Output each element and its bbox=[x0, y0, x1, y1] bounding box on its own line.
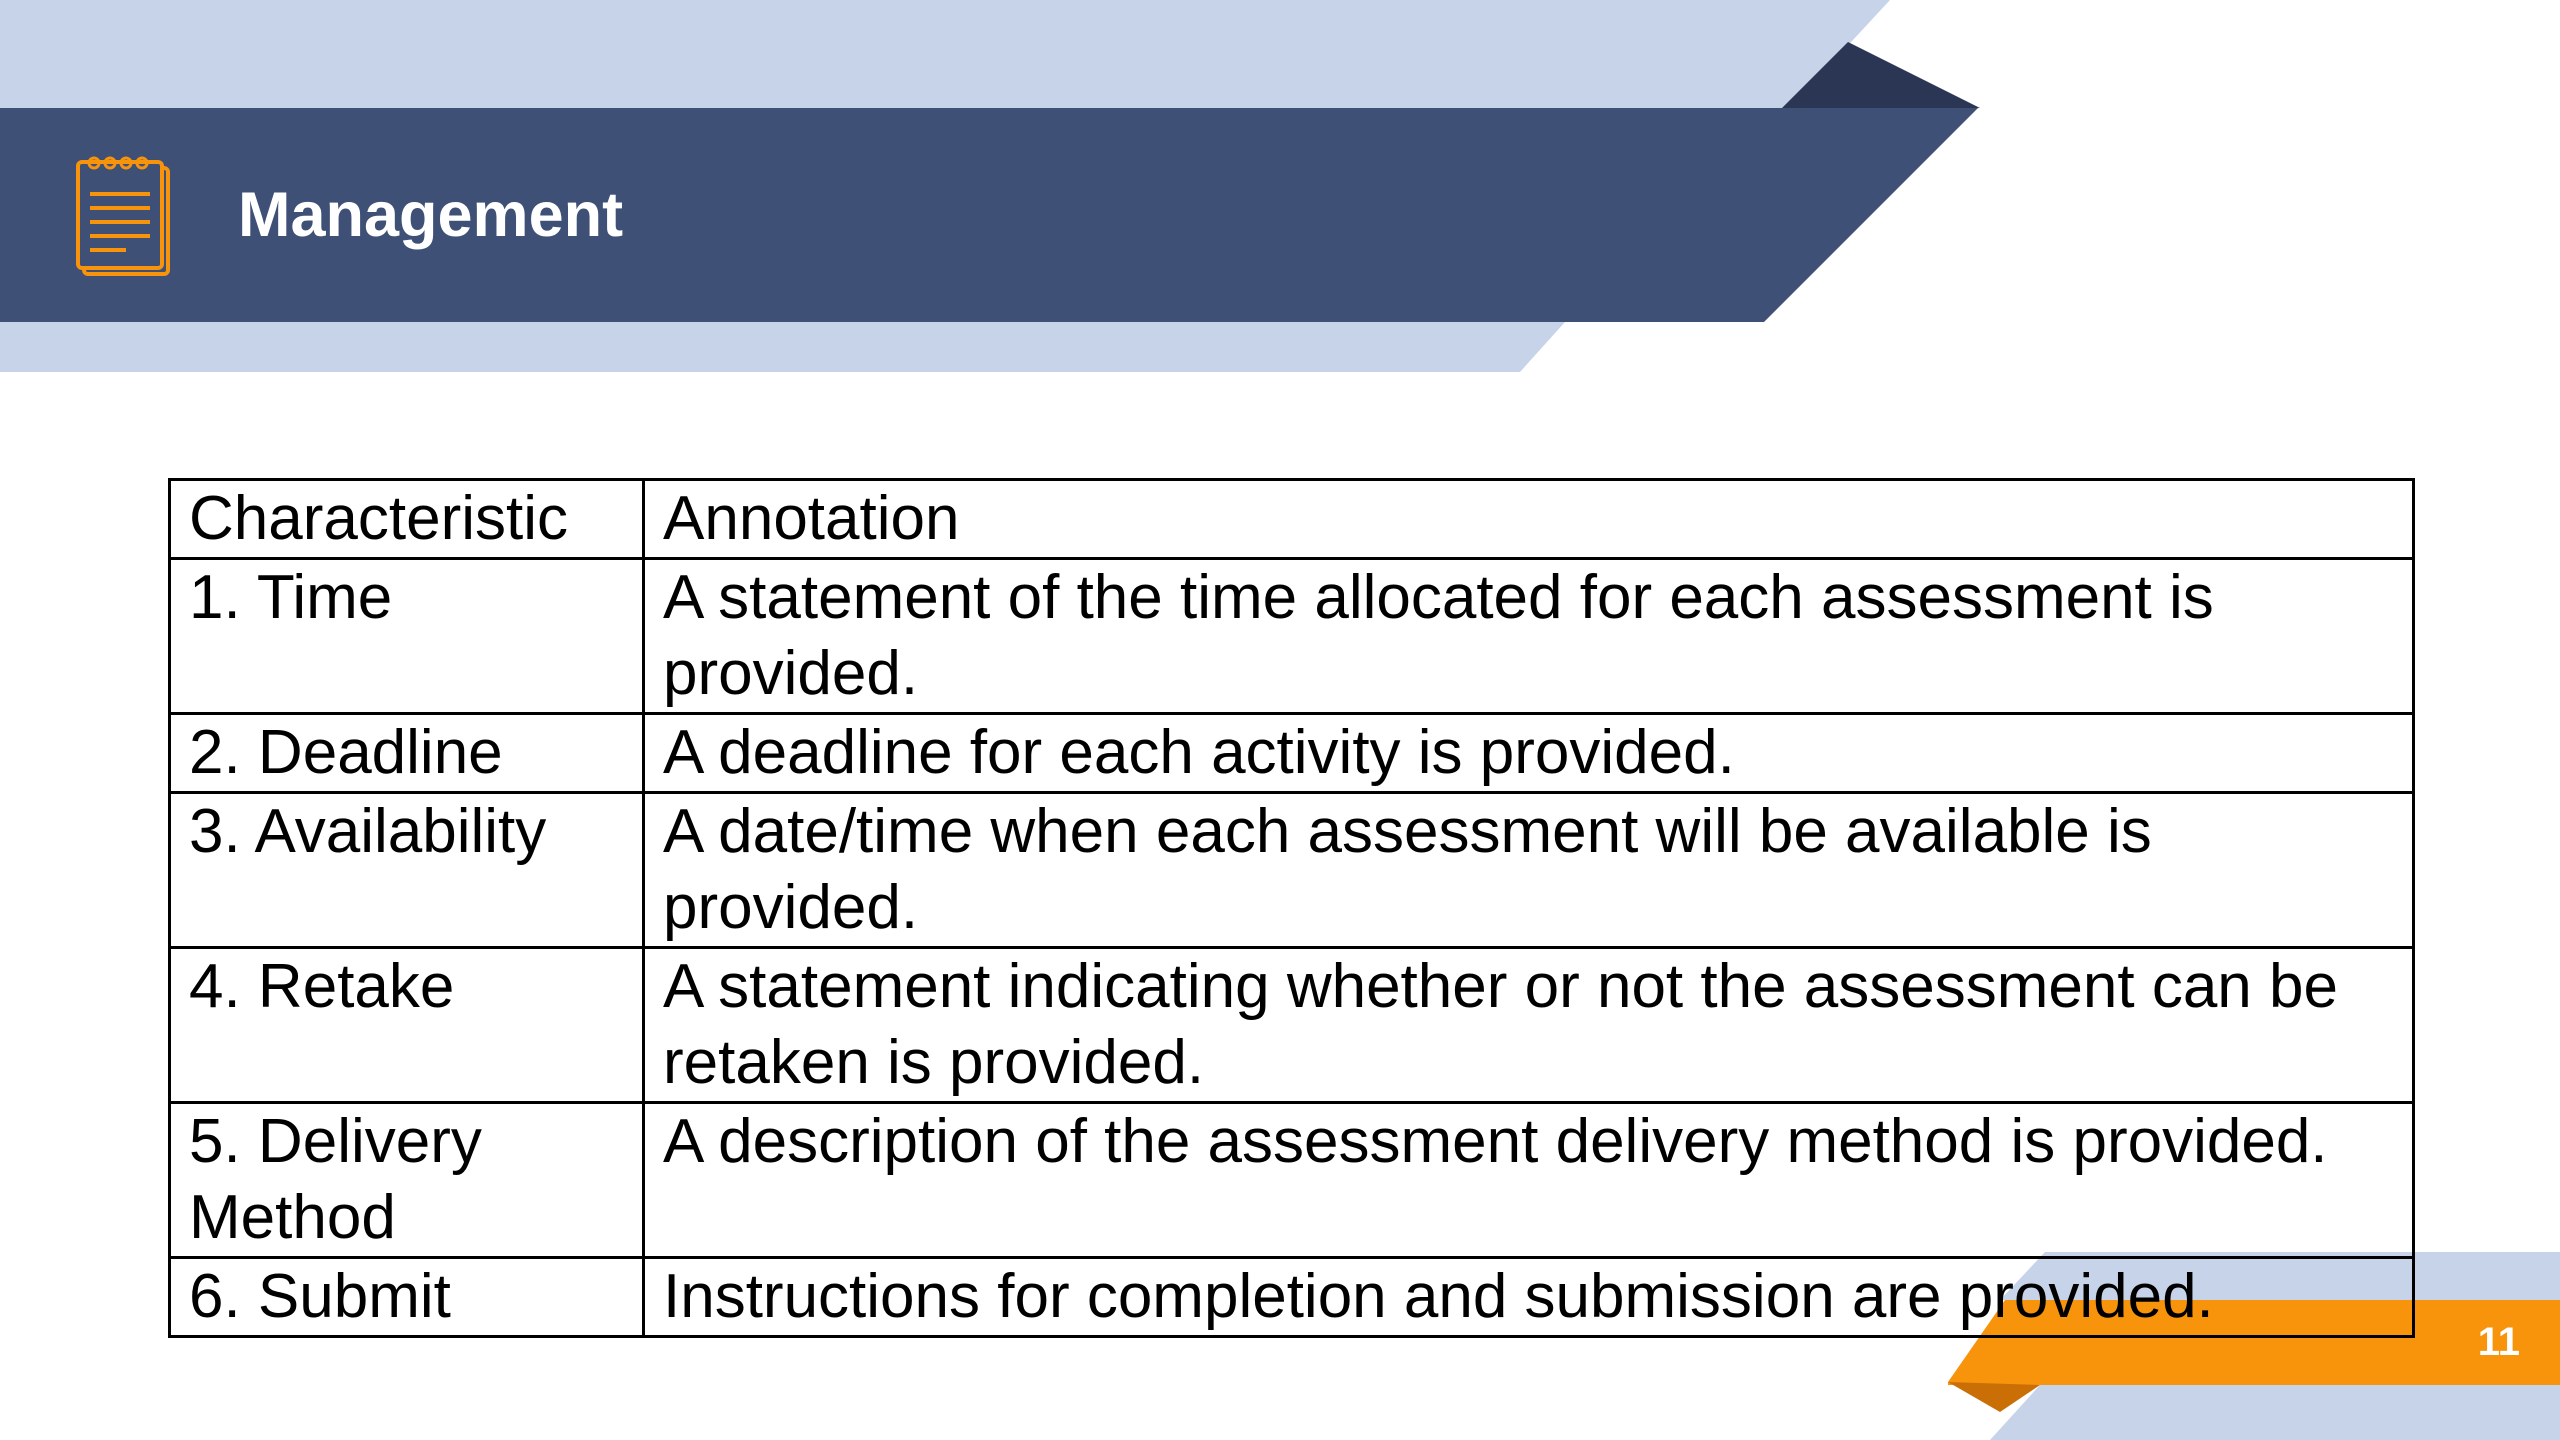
column-header-characteristic: Characteristic bbox=[170, 480, 644, 559]
annotation-cell: Instructions for completion and submission are provided. bbox=[644, 1258, 2414, 1337]
column-header-annotation: Annotation bbox=[644, 480, 2414, 559]
annotation-cell: A date/time when each assessment will be available is provided. bbox=[644, 793, 2414, 948]
table-row bbox=[170, 714, 2414, 793]
notepad-icon bbox=[76, 156, 174, 278]
slide-title: Management bbox=[238, 180, 624, 250]
header-under-band bbox=[0, 322, 1565, 372]
annotation-cell: A description of the assessment delivery method is provided. bbox=[644, 1103, 2414, 1258]
table-row bbox=[170, 948, 2414, 1103]
table-row bbox=[170, 1103, 2414, 1258]
table-row bbox=[170, 1258, 2414, 1337]
footer-light-band-bottom bbox=[1990, 1385, 2560, 1440]
characteristic-cell: 4. Retake bbox=[170, 948, 644, 1103]
table-header-row bbox=[170, 480, 2414, 559]
table-row bbox=[170, 793, 2414, 948]
characteristic-cell: 5. Delivery Method bbox=[170, 1103, 644, 1258]
management-table bbox=[168, 478, 2415, 1338]
characteristic-cell: 2. Deadline bbox=[170, 714, 644, 793]
characteristic-cell: 1. Time bbox=[170, 559, 644, 714]
annotation-cell: A statement of the time allocated for each assessment is provided. bbox=[644, 559, 2414, 714]
characteristic-cell: 3. Availability bbox=[170, 793, 644, 948]
header-light-band bbox=[0, 0, 1890, 108]
page-number: 11 bbox=[2477, 1320, 2520, 1364]
table-row bbox=[170, 559, 2414, 714]
annotation-cell: A statement indicating whether or not the assessment can be retaken is provided. bbox=[644, 948, 2414, 1103]
annotation-cell: A deadline for each activity is provided. bbox=[644, 714, 2414, 793]
characteristic-cell: 6. Submit bbox=[170, 1258, 644, 1337]
